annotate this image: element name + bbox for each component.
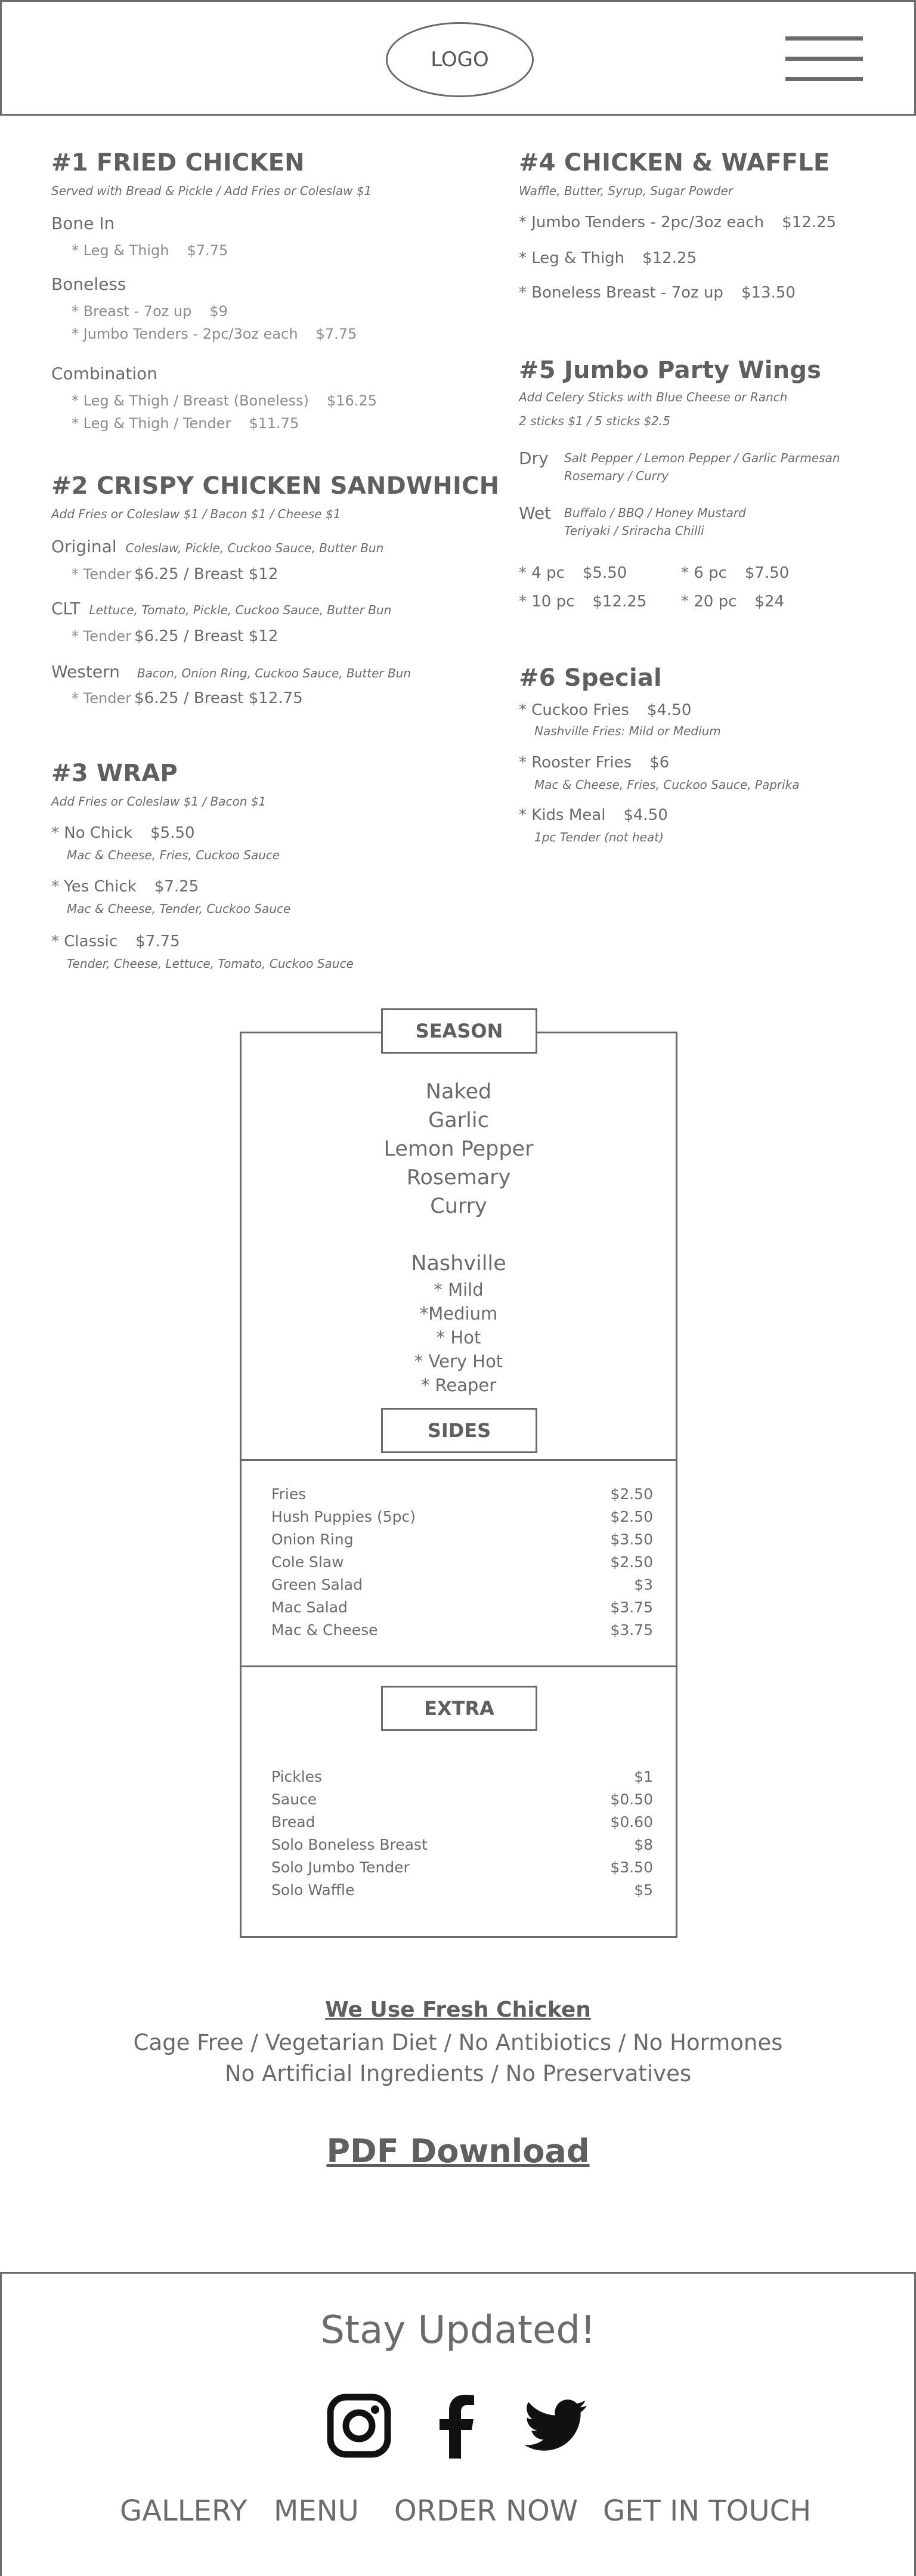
menu-item: * Classic $7.75 [51,933,180,950]
menu-item: Western Bacon, Onion Ring, Cuckoo Sauce, Butter Bun [51,662,411,682]
divider [242,1665,676,1667]
divider [242,1459,676,1461]
season-item: Curry [430,1194,487,1218]
site-header [0,0,916,116]
pdf-download-link[interactable]: PDF Download [326,2132,590,2170]
season-item: Lemon Pepper [383,1137,534,1161]
menu-item-desc: Mac & Cheese, Fries, Cuckoo Sauce, Paprika [534,778,800,792]
category-label: Bone In [51,213,115,233]
section-fried-chicken [51,149,377,432]
section-subtitle: 2 sticks $1 / 5 sticks $2.5 [519,414,670,428]
flavor-list: Salt Pepper / Lemon Pepper / Garlic Parmesan [564,451,840,465]
extra-row: Bread $0.60 [271,1813,653,1831]
section-special [519,664,800,844]
category-label: Boneless [51,274,126,294]
side-row: Mac Salad $3.75 [271,1599,653,1616]
season-list [242,1078,676,1397]
menu-item-price: * Tender $6.25 / Breast $12 [72,565,278,583]
menu-item: * Leg & Thigh $12.25 [519,249,697,267]
nav-link-menu[interactable]: MENU [274,2494,359,2528]
section-title: #2 CRISPY CHICKEN SANDWHICH [51,472,500,500]
side-row: Onion Ring $3.50 [271,1531,653,1548]
section-title: #3 WRAP [51,760,178,787]
section-subtitle: Add Fries or Coleslaw $1 / Bacon $1 [51,794,267,809]
flavor-list: Buffalo / BBQ / Honey Mustard [564,506,746,520]
menu-item: * Cuckoo Fries $4.50 [519,701,692,719]
season-item: Nashville [411,1252,506,1275]
heat-level: * Reaper [420,1375,497,1395]
section-crispy-sandwich [51,472,500,707]
extra-row: Pickles $1 [271,1768,653,1785]
section-wrap [51,760,354,971]
season-item: Rosemary [406,1166,511,1190]
category-label: Wet [519,503,552,523]
category-label: Dry [519,448,549,468]
heat-level: *Medium [419,1304,498,1324]
side-row: Fries $2.50 [271,1485,653,1503]
side-row: Green Salad $3 [271,1576,653,1593]
menu-item-price: * Tender $6.25 / Breast $12 [72,627,278,645]
menu-item-desc: 1pc Tender (not heat) [534,830,664,844]
flavor-list: Teriyaki / Sriracha Chilli [564,524,704,538]
season-item: Garlic [428,1109,489,1132]
side-row: Cole Slaw $2.50 [271,1553,653,1571]
hamburger-menu-icon[interactable] [785,36,863,82]
menu-item: * 20 pc $24 [681,593,785,611]
extra-row: Sauce $0.50 [271,1791,653,1808]
menu-item-desc: Mac & Cheese, Fries, Cuckoo Sauce [67,848,280,862]
extra-row: Solo Jumbo Tender $3.50 [271,1859,653,1876]
stay-updated-heading: Stay Updated! [320,2308,596,2352]
menu-item: CLT Lettuce, Tomato, Pickle, Cuckoo Sauce, Butter Bun [51,599,392,618]
menu-item: Original Coleslaw, Pickle, Cuckoo Sauce, Butter Bun [51,537,384,556]
menu-item-desc: Tender, Cheese, Lettuce, Tomato, Cuckoo Sauce [67,956,354,971]
side-row: Hush Puppies (5pc) $2.50 [271,1508,653,1525]
site-footer [0,2272,916,2576]
menu-item: * Leg & Thigh / Tender $11.75 [72,415,299,432]
pdf-download-wrap [0,2132,916,2170]
logo[interactable] [386,22,534,97]
extra-label: EXTRA [381,1686,537,1731]
facebook-icon[interactable] [425,2393,487,2459]
menu-item-desc: Mac & Cheese, Tender, Cuckoo Sauce [67,902,291,916]
extra-list [271,1766,653,1902]
fresh-chicken-line: No Artificial Ingredients / No Preservatives [224,2061,692,2086]
section-party-wings [519,357,840,611]
section-title: #4 CHICKEN & WAFFLE [519,149,830,177]
section-title: #1 FRIED CHICKEN [51,149,305,177]
menu-item: * Rooster Fries $6 [519,754,670,772]
section-subtitle: Add Fries or Coleslaw $1 / Bacon $1 / Cheese $1 [51,507,341,521]
nav-link-get-in-touch[interactable]: GET IN TOUCH [603,2494,812,2528]
fresh-chicken-line: Cage Free / Vegetarian Diet / No Antibiotics / No Hormones [133,2030,783,2055]
instagram-icon[interactable] [326,2393,392,2459]
season-sides-extra-box [240,1020,677,1938]
section-title: #6 Special [519,664,662,692]
fresh-chicken-title: We Use Fresh Chicken [325,1998,591,2022]
nav-link-gallery[interactable]: GALLERY [120,2494,247,2528]
category-label: Combination [51,364,158,383]
season-item: Naked [425,1080,492,1104]
heat-level: * Very Hot [414,1351,503,1371]
menu-item-desc: Nashville Fries: Mild or Medium [534,724,721,738]
twitter-icon[interactable] [519,2393,591,2459]
sides-label: SIDES [381,1408,537,1453]
section-title: #5 Jumbo Party Wings [519,357,822,384]
menu-item: * Leg & Thigh / Breast (Boneless) $16.25 [72,392,377,409]
heat-level: * Hot [436,1327,481,1348]
side-row: Mac & Cheese $3.75 [271,1621,653,1639]
menu-item: * No Chick $5.50 [51,824,195,842]
section-subtitle: Add Celery Sticks with Blue Cheese or Ranch [519,390,788,404]
menu-item: * Jumbo Tenders - 2pc/3oz each $12.25 [519,213,837,231]
menu-item-price: * Tender $6.25 / Breast $12.75 [72,689,303,707]
season-label: SEASON [381,1008,537,1054]
menu-item: * Leg & Thigh $7.75 [72,242,228,259]
menu-item: * 4 pc $5.50 [519,564,627,582]
menu-item: * Kids Meal $4.50 [519,806,668,824]
menu-item: * Boneless Breast - 7oz up $13.50 [519,284,796,302]
flavor-list: Rosemary / Curry [564,469,669,483]
nav-link-order-now[interactable]: ORDER NOW [394,2494,578,2528]
menu-item: * Yes Chick $7.25 [51,878,199,896]
section-subtitle: Waffle, Butter, Syrup, Sugar Powder [519,184,734,198]
menu-item: * Jumbo Tenders - 2pc/3oz each $7.75 [72,326,357,342]
heat-level: * Mild [434,1280,484,1300]
logo-text: LOGO [431,48,489,72]
extra-row: Solo Waffle $5 [271,1881,653,1899]
extra-row: Solo Boneless Breast $8 [271,1836,653,1853]
sides-list [271,1483,653,1642]
menu-item: * Breast - 7oz up $9 [72,303,228,320]
menu-item: * 10 pc $12.25 [519,593,647,611]
section-subtitle: Served with Bread & Pickle / Add Fries or Coleslaw $1 [51,184,372,198]
section-chicken-waffle [519,149,837,302]
menu-item: * 6 pc $7.50 [681,564,790,582]
